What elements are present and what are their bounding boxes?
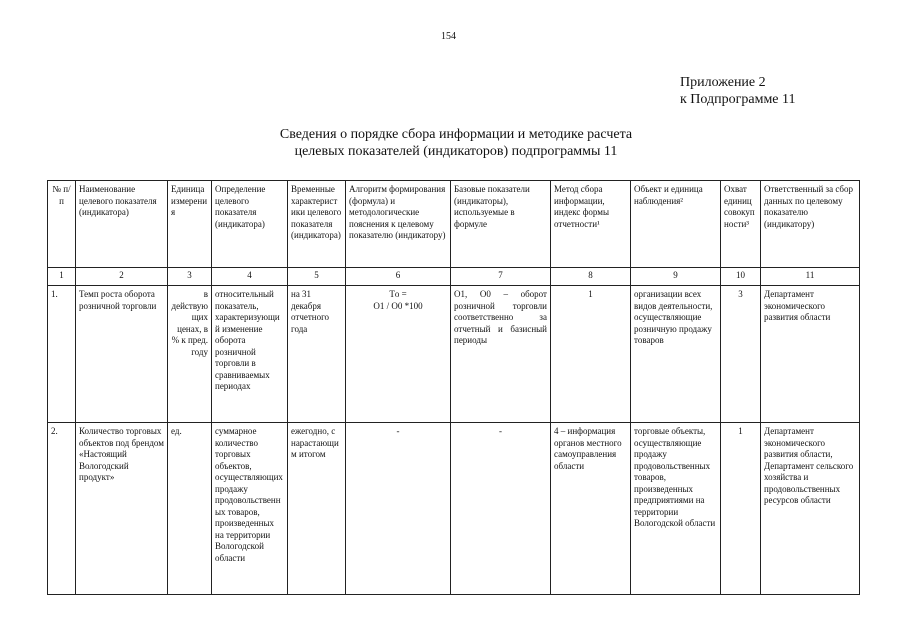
column-number: 4 — [212, 268, 288, 286]
indicator-definition: относительный показатель, характеризующий изменение оборота розничной торговли в сравниваемых периодах — [212, 286, 288, 423]
unit-of-measure: ед. — [168, 423, 212, 595]
column-number: 5 — [288, 268, 346, 286]
column-number: 10 — [721, 268, 761, 286]
title-line-1: Сведения о порядке сбора информации и методике расчета — [279, 127, 633, 142]
collection-method: 4 – информация органов местного самоуправления области — [551, 423, 631, 595]
formula-line-1: Tо = — [389, 289, 407, 299]
header-cell: Объект и единица наблюдения² — [631, 181, 721, 268]
formula-cell — [346, 286, 451, 423]
row-number: 2. — [48, 423, 76, 595]
header-cell: Определение целевого показателя (индикатора) — [212, 181, 288, 268]
column-number: 7 — [451, 268, 551, 286]
indicators-table — [47, 180, 860, 595]
formula-line-2: O1 / O0 *100 — [373, 300, 423, 311]
column-number: 11 — [761, 268, 860, 286]
table-row — [48, 423, 860, 595]
indicator-name: Темп роста оборота розничной торговли — [76, 286, 168, 423]
unit-of-measure: в действующих ценах, в % к пред. году — [168, 286, 212, 423]
column-number: 1 — [48, 268, 76, 286]
base-indicators: - — [451, 423, 551, 595]
coverage: 1 — [721, 423, 761, 595]
header-cell: Единица измерения — [168, 181, 212, 268]
header-cell: Ответственный за сбор данных по целевому показателю (индикатору) — [761, 181, 860, 268]
header-cell: Метод сбора информации, индекс формы отчетности¹ — [551, 181, 631, 268]
header-cell: Временные характеристики целевого показателя (индикатора) — [288, 181, 346, 268]
table-row — [48, 286, 860, 423]
collection-method: 1 — [551, 286, 631, 423]
column-number: 8 — [551, 268, 631, 286]
page-number: 154 — [441, 31, 456, 42]
coverage: 3 — [721, 286, 761, 423]
title-line-2: целевых показателей (индикаторов) подпрограммы 11 — [294, 144, 618, 159]
indicator-name: Количество торговых объектов под брендом «Настоящий Вологодский продукт» — [76, 423, 168, 595]
responsible-body: Департамент экономического развития области, Департамент сельского хозяйства и продовольственных ресурсов области — [761, 423, 860, 595]
observation-object: организации всех видов деятельности, осуществляющие розничную продажу товаров — [631, 286, 721, 423]
indicator-definition: суммарное количество торговых объектов, осуществляющих продажу продовольственных товаров, произведенных на территории Вологодской области — [212, 423, 288, 595]
observation-object: торговые объекты, осуществляющие продажу продовольственных товаров, произведенных предприятиями на территории Вологодской области — [631, 423, 721, 595]
column-number: 3 — [168, 268, 212, 286]
row-number: 1. — [48, 286, 76, 423]
time-characteristics: на 31 декабря отчетного года — [288, 286, 346, 423]
time-characteristics: ежегодно, с нарастающим итогом — [288, 423, 346, 595]
document-title — [200, 126, 712, 160]
column-number: 2 — [76, 268, 168, 286]
responsible-body: Департамент экономического развития области — [761, 286, 860, 423]
appendix-line-1: Приложение 2 — [680, 75, 766, 90]
header-cell: Базовые показатели (индикаторы), используемые в формуле — [451, 181, 551, 268]
column-number-row — [48, 268, 860, 286]
column-number: 6 — [346, 268, 451, 286]
appendix-label — [680, 74, 796, 108]
base-indicators: O1, O0 – оборот розничной торговли соответственно за отчетный и базисный периоды — [451, 286, 551, 423]
header-cell: Охват единиц совокупности³ — [721, 181, 761, 268]
table-header-row — [48, 181, 860, 268]
column-number: 9 — [631, 268, 721, 286]
appendix-line-2: к Подпрограмме 11 — [680, 92, 796, 107]
formula-cell: - — [346, 423, 451, 595]
header-cell: Алгоритм формирования (формула) и методологические пояснения к целевому показателю (индикатору) — [346, 181, 451, 268]
header-cell: Наименование целевого показателя (индикатора) — [76, 181, 168, 268]
header-cell: № п/п — [48, 181, 76, 268]
